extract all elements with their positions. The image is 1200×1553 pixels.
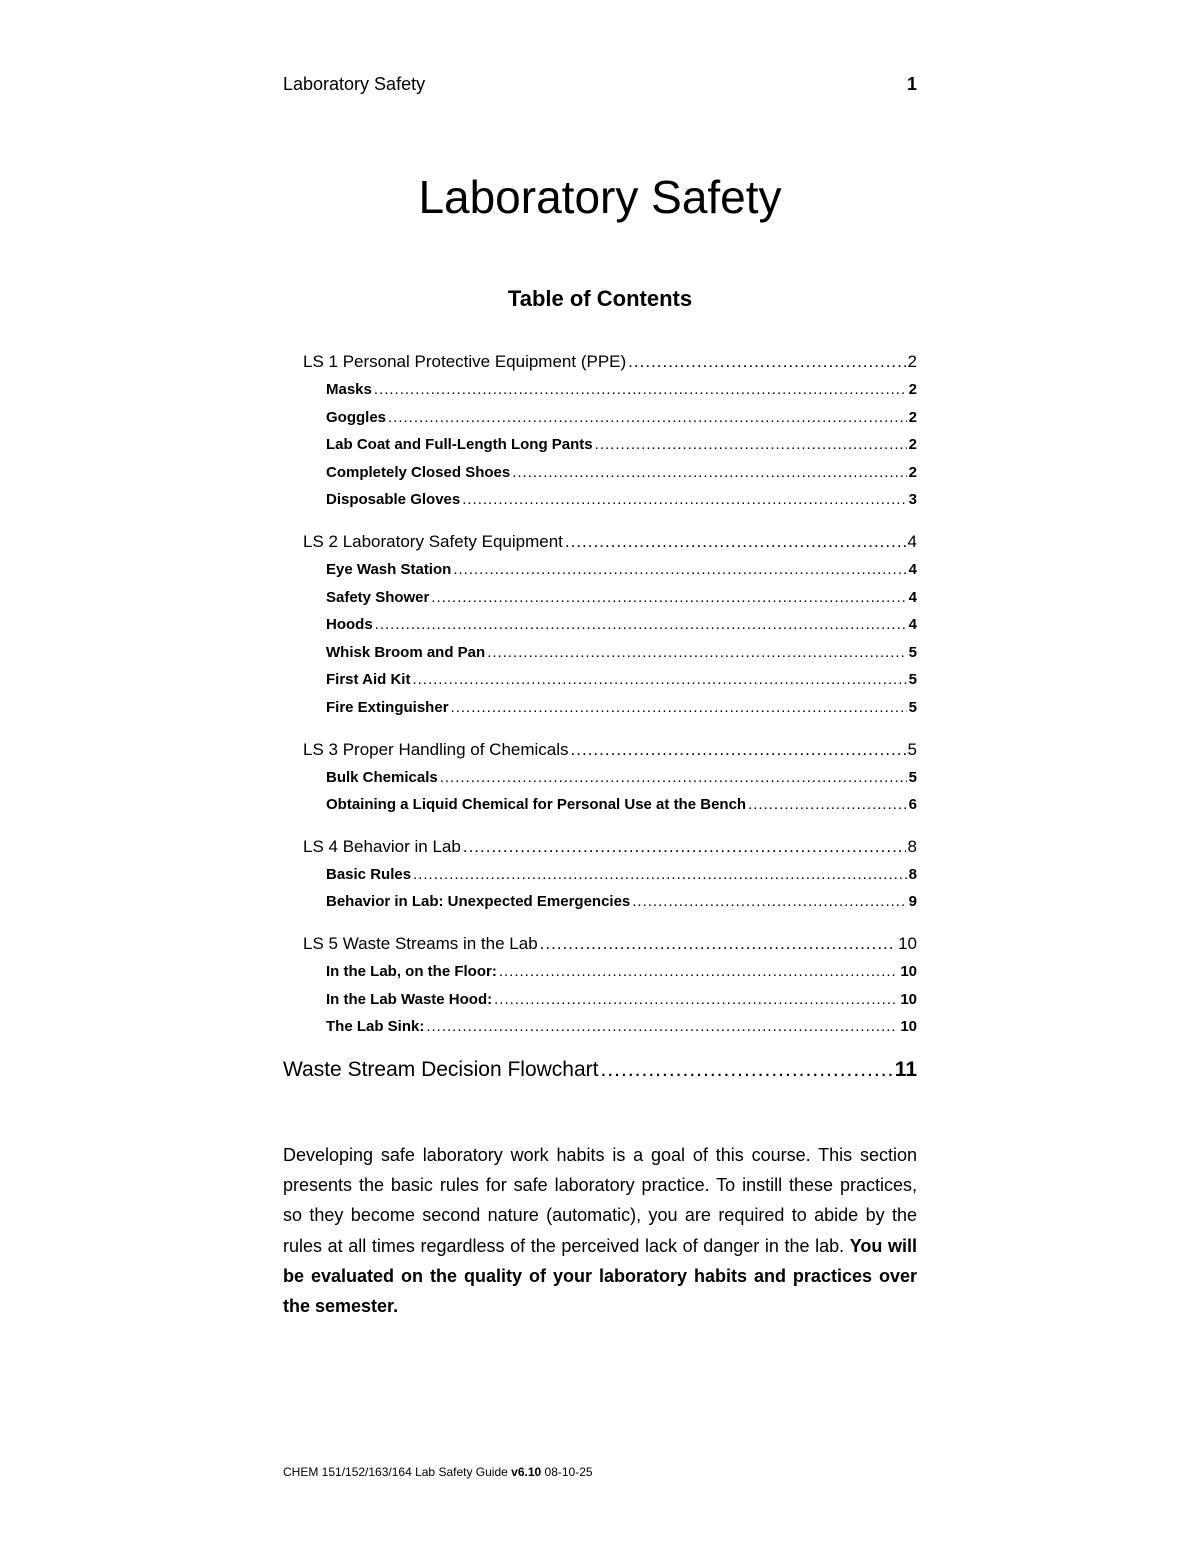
page-title: Laboratory Safety [418, 171, 782, 223]
toc-subentry[interactable] [303, 491, 917, 519]
toc-entry-ls5[interactable] [303, 934, 917, 963]
toc-subentry-label: Lab Coat and Full-Length Long Pants [326, 436, 593, 454]
dot-leader [571, 740, 906, 760]
toc-subentry-page: 4 [908, 588, 917, 606]
toc-subentry[interactable] [303, 589, 917, 617]
page-number: 1 [906, 74, 917, 94]
toc-section [303, 740, 917, 824]
toc-entry-page: 5 [907, 739, 917, 759]
toc-subentry-label: Completely Closed Shoes [326, 463, 511, 481]
toc-subentry-label: Whisk Broom and Pan [326, 643, 486, 661]
dot-leader [595, 436, 907, 453]
toc-subentry-label: Basic Rules [326, 865, 412, 883]
toc-subentry-label: In the Lab, on the Floor: [326, 962, 497, 980]
toc-subentry[interactable] [303, 699, 917, 727]
intro-text: Developing safe laboratory work habits is a goal of this course. This section presents the basic rules for safe laboratory practice. To instill these practices, so they become second nature (automatic), you are required to abide by the rules at all times regardless of the perceived lack of danger in the lab. [283, 1145, 917, 1256]
toc-subentry-label: Masks [326, 381, 372, 398]
toc-subentry[interactable] [303, 644, 917, 672]
toc-entry-page: 2 [907, 352, 917, 371]
toc-subentry-label: Bulk Chemicals [326, 768, 438, 786]
dot-leader [431, 589, 906, 606]
intro-bold-text: You will be evaluated on the quality of your laboratory habits and practices over the semester. [283, 1235, 917, 1317]
intro-paragraph [283, 1140, 917, 1321]
toc-entry-label: LS 4 Behavior in Lab [303, 836, 461, 856]
toc-subentry-label: Fire Extinguisher [326, 698, 449, 716]
toc-subentry-label: Disposable Gloves [326, 491, 461, 509]
toc-subentry[interactable] [303, 769, 917, 797]
toc-subentry-page: 10 [900, 962, 917, 980]
toc-subentry-label: Safety Shower [326, 588, 430, 606]
toc-subentry[interactable] [303, 866, 917, 894]
dot-leader [487, 644, 906, 661]
dot-leader [512, 464, 906, 481]
toc-subentry-page: 6 [908, 796, 917, 814]
toc-entry-page: 4 [907, 531, 917, 551]
dot-leader [462, 491, 906, 508]
toc-subentry-page: 5 [908, 643, 917, 661]
dot-leader [565, 532, 906, 552]
toc-subentry-page: 2 [908, 436, 917, 454]
toc-subentry-page: 10 [900, 1018, 917, 1036]
toc-subentry-page: 3 [908, 491, 917, 509]
toc-entry-label: LS 2 Laboratory Safety Equipment [303, 531, 563, 551]
toc-subentry[interactable] [303, 409, 917, 437]
toc-flowchart-entry[interactable] [283, 1058, 917, 1088]
toc-entry-label: LS 5 Waste Streams in the Lab [303, 933, 538, 953]
toc-subentry-page: 2 [908, 463, 917, 481]
toc-subentry[interactable] [303, 464, 917, 492]
dot-leader [451, 699, 907, 716]
toc-subentry-label: Hoods [326, 616, 373, 634]
toc-subentry-page: 10 [900, 990, 917, 1008]
toc-subentry[interactable] [303, 561, 917, 589]
toc-entry-ls2[interactable] [303, 532, 917, 561]
toc-entry-ls3[interactable] [303, 740, 917, 769]
dot-leader [600, 1058, 892, 1082]
toc-subentry-page: 2 [908, 408, 917, 426]
toc-subentry-label: Eye Wash Station [326, 560, 452, 578]
toc-flowchart-label: Waste Stream Decision Flowchart [283, 1058, 599, 1081]
toc-subentry[interactable] [303, 893, 917, 921]
toc-subentry[interactable] [303, 671, 917, 699]
dot-leader [374, 381, 907, 398]
toc-entry-page: 8 [907, 836, 917, 856]
dot-leader [388, 409, 907, 426]
toc-subentry-label: In the Lab Waste Hood: [326, 990, 493, 1008]
dot-leader [440, 769, 907, 786]
dot-leader [463, 837, 906, 857]
toc-entry-page: 10 [898, 933, 917, 953]
footer-date: 08-10-25 [541, 1465, 593, 1479]
toc-subentry-label: The Lab Sink: [326, 1018, 425, 1036]
toc-subentry-label: Goggles [326, 408, 387, 426]
toc-subentry[interactable] [303, 436, 917, 464]
toc-section [303, 837, 917, 921]
toc-flowchart-page: 11 [894, 1058, 917, 1081]
dot-leader [628, 352, 905, 372]
dot-leader [453, 561, 906, 578]
dot-leader [413, 866, 907, 883]
toc-entry-ls1[interactable] [303, 352, 917, 381]
toc-section [303, 532, 917, 727]
dot-leader [540, 934, 896, 954]
dot-leader [499, 963, 898, 980]
toc-subentry-page: 8 [908, 865, 917, 883]
toc-subentry[interactable] [303, 796, 917, 824]
toc-subentry-page: 9 [908, 893, 917, 911]
toc-subentry[interactable] [303, 1018, 917, 1046]
toc-section [303, 352, 917, 519]
toc-section [303, 934, 917, 1046]
toc-subentry-page: 5 [908, 671, 917, 689]
dot-leader [375, 616, 907, 633]
running-header-title: Laboratory Safety [283, 74, 426, 94]
toc-entry-label: LS 3 Proper Handling of Chemicals [303, 739, 569, 759]
toc-subentry[interactable] [303, 381, 917, 409]
footer-text: CHEM 151/152/163/164 Lab Safety Guide [283, 1465, 512, 1479]
page-footer [283, 1465, 593, 1479]
dot-leader [494, 991, 898, 1008]
dot-leader [748, 796, 907, 813]
toc-subentry-label: Behavior in Lab: Unexpected Emergencies [326, 893, 631, 911]
toc-subentry-page: 5 [908, 768, 917, 786]
toc-subentry[interactable] [303, 616, 917, 644]
dot-leader [412, 671, 906, 688]
toc-subentry-page: 4 [908, 616, 917, 634]
toc-subentry-label: Obtaining a Liquid Chemical for Personal Use at the Bench [326, 796, 747, 814]
toc-heading: Table of Contents [507, 286, 693, 311]
footer-version: v6.10 [511, 1465, 542, 1479]
toc-subentry[interactable] [303, 991, 917, 1019]
toc-subentry-label: First Aid Kit [326, 671, 411, 689]
toc-subentry-page: 5 [908, 698, 917, 716]
dot-leader [632, 893, 906, 910]
table-of-contents [303, 352, 917, 1059]
toc-subentry-page: 2 [908, 381, 917, 398]
toc-subentry[interactable] [303, 963, 917, 991]
toc-entry-label: LS 1 Personal Protective Equipment (PPE) [303, 352, 627, 371]
toc-subentry-page: 4 [908, 560, 917, 578]
toc-entry-ls4[interactable] [303, 837, 917, 866]
dot-leader [426, 1018, 898, 1035]
